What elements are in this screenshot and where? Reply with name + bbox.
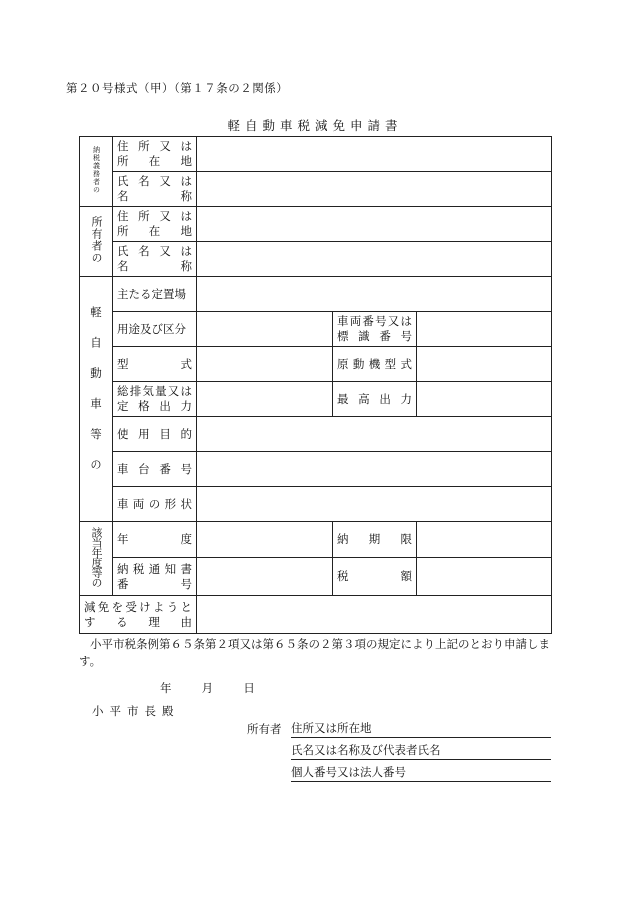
fiscal-year-field[interactable] bbox=[197, 522, 333, 558]
row-displacement bbox=[80, 382, 552, 417]
date-line bbox=[160, 680, 255, 696]
label-line: 名 称 bbox=[117, 189, 192, 203]
label-text: 用途及び区分 bbox=[117, 321, 186, 336]
row-fiscal-year bbox=[80, 522, 552, 558]
row-owner-address bbox=[80, 207, 552, 242]
label-reason bbox=[80, 596, 197, 634]
form-number: 第２０号様式（甲）（第１７条の２関係） bbox=[66, 81, 289, 95]
declaration-text: 小平市税条例第６５条第２項又は第６５条の２第３項の規定により上記のとおり申請します。 bbox=[79, 637, 550, 668]
storage-place-field[interactable] bbox=[197, 277, 552, 312]
displacement-field[interactable] bbox=[197, 382, 333, 417]
taxpayer-address-field[interactable] bbox=[197, 137, 552, 172]
label-text: 最 高 出 力 bbox=[337, 391, 412, 406]
date-year-label: 年 bbox=[160, 681, 172, 695]
label-model bbox=[113, 347, 197, 382]
group-vehicle-label: 軽自動車等の bbox=[89, 305, 103, 489]
row-purpose bbox=[80, 417, 552, 452]
label-purpose bbox=[113, 417, 197, 452]
label-line: 総排気量又は bbox=[117, 384, 192, 398]
label-tax-notice-number bbox=[113, 558, 197, 596]
row-reason bbox=[80, 596, 552, 634]
chassis-number-field[interactable] bbox=[197, 452, 552, 487]
group-taxpayer bbox=[80, 137, 113, 207]
label-text: 原動機型式 bbox=[337, 356, 412, 371]
row-usage-class bbox=[80, 312, 552, 347]
row-taxpayer-address bbox=[80, 137, 552, 172]
due-date-field[interactable] bbox=[417, 522, 552, 558]
addressee: 小平市長殿 bbox=[92, 704, 180, 718]
label-line: す る 理 由 bbox=[84, 614, 192, 629]
label-due-date bbox=[333, 522, 417, 558]
row-owner-name bbox=[80, 242, 552, 277]
group-owner bbox=[80, 207, 113, 277]
label-storage-place bbox=[113, 277, 197, 312]
label-vehicle-shape bbox=[113, 487, 197, 522]
label-owner-address bbox=[113, 207, 197, 242]
group-vehicle bbox=[80, 277, 113, 522]
purpose-field[interactable] bbox=[197, 417, 552, 452]
label-fiscal-year bbox=[113, 522, 197, 558]
label-tax-amount bbox=[333, 558, 417, 596]
max-output-field[interactable] bbox=[417, 382, 552, 417]
label-displacement bbox=[113, 382, 197, 417]
application-table bbox=[79, 136, 552, 634]
label-usage-class bbox=[113, 312, 197, 347]
row-model bbox=[80, 347, 552, 382]
label-line: 番 号 bbox=[117, 576, 192, 591]
label-line: 所 在 地 bbox=[117, 154, 192, 168]
vehicle-shape-field[interactable] bbox=[197, 487, 552, 522]
label-line: 車両番号又は bbox=[337, 314, 412, 328]
label-line: 氏 名 又 は bbox=[117, 244, 192, 258]
row-vehicle-shape bbox=[80, 487, 552, 522]
row-storage-place bbox=[80, 277, 552, 312]
owner-address-field[interactable] bbox=[197, 207, 552, 242]
group-fiscal-label: 該当年度等の bbox=[90, 526, 103, 587]
reason-field[interactable] bbox=[197, 596, 552, 634]
signature-line-id-number[interactable]: 個人番号又は法人番号 bbox=[291, 764, 551, 782]
label-line: 標 識 番 号 bbox=[337, 329, 412, 343]
label-text: 車両の形状 bbox=[117, 496, 192, 511]
label-owner-name bbox=[113, 242, 197, 277]
model-field[interactable] bbox=[197, 347, 333, 382]
label-line: 住 所 又 は bbox=[117, 209, 192, 223]
group-taxpayer-label: 納税義務者の bbox=[92, 145, 101, 194]
label-text: 税 額 bbox=[337, 569, 412, 583]
label-plate-number bbox=[333, 312, 417, 347]
plate-number-field[interactable] bbox=[417, 312, 552, 347]
group-owner-label: 所有者の bbox=[90, 215, 103, 264]
taxpayer-name-field[interactable] bbox=[197, 172, 552, 207]
label-line: 所 在 地 bbox=[117, 224, 192, 238]
label-text: 型 式 bbox=[117, 356, 192, 371]
label-line: 納税通知書 bbox=[117, 561, 192, 576]
label-taxpayer-name bbox=[113, 172, 197, 207]
row-chassis-number bbox=[80, 452, 552, 487]
label-max-output bbox=[333, 382, 417, 417]
tax-amount-field[interactable] bbox=[417, 558, 552, 596]
row-taxpayer-name bbox=[80, 172, 552, 207]
label-text: 主たる定置場 bbox=[117, 286, 186, 301]
label-taxpayer-address bbox=[113, 137, 197, 172]
label-text: 年 度 bbox=[117, 532, 192, 546]
label-line: 住 所 又 は bbox=[117, 139, 192, 153]
group-fiscal bbox=[80, 522, 113, 596]
engine-model-field[interactable] bbox=[417, 347, 552, 382]
form-title: 軽自動車税減免申請書 bbox=[227, 118, 403, 133]
signature-line-name[interactable]: 氏名又は名称及び代表者氏名 bbox=[291, 742, 551, 760]
row-tax-notice bbox=[80, 558, 552, 596]
label-line: 減免を受けようと bbox=[84, 599, 192, 614]
signature-line-address[interactable]: 住所又は所在地 bbox=[291, 720, 551, 738]
tax-notice-number-field[interactable] bbox=[197, 558, 333, 596]
owner-label: 所有者 bbox=[247, 722, 282, 736]
label-chassis-number bbox=[113, 452, 197, 487]
owner-name-field[interactable] bbox=[197, 242, 552, 277]
label-line: 名 称 bbox=[117, 259, 192, 273]
date-day-label: 日 bbox=[243, 681, 255, 695]
label-text: 車 台 番 号 bbox=[117, 461, 192, 476]
label-engine-model bbox=[333, 347, 417, 382]
usage-class-field[interactable] bbox=[197, 312, 333, 347]
label-text: 使 用 目 的 bbox=[117, 426, 192, 441]
label-line: 定 格 出 力 bbox=[117, 399, 192, 413]
date-month-label: 月 bbox=[201, 681, 214, 695]
label-line: 氏 名 又 は bbox=[117, 174, 192, 188]
label-text: 納 期 限 bbox=[337, 532, 412, 546]
